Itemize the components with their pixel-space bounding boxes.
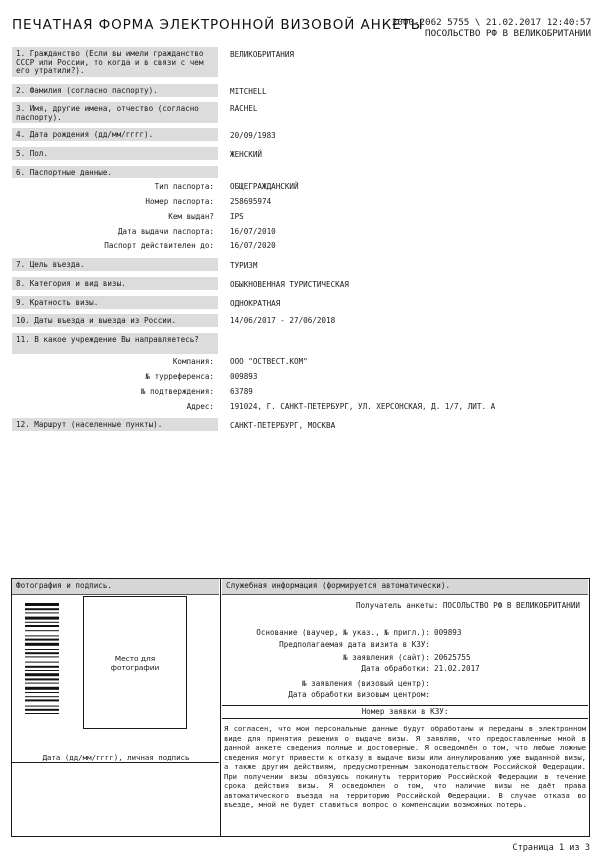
company-label: Компания: bbox=[172, 357, 214, 366]
citizenship-value: ВЕЛИКОБРИТАНИЯ bbox=[230, 50, 295, 59]
processing-label: Дата обработки: bbox=[361, 664, 430, 673]
basis-label: Основание (ваучер, № указ., № пригл.): bbox=[256, 628, 430, 637]
passport-label: 6. Паспортные данные. bbox=[12, 166, 218, 178]
dates-label: 10. Даты въезда и выезда из России. bbox=[12, 314, 218, 327]
basis-value: 009893 bbox=[434, 628, 462, 637]
address-label: Адрес: bbox=[186, 402, 214, 411]
center-date-label: Дата обработки визовым центром: bbox=[288, 690, 430, 699]
expected-date-label: Предполагаемая дата визита в КЗУ: bbox=[279, 640, 430, 649]
service-block-title: Служебная информация (формируется автоматически). bbox=[222, 579, 588, 595]
sex-value: ЖЕНСКИЙ bbox=[230, 150, 263, 159]
citizenship-label: 1. Гражданство (Если вы имели гражданство СССР или России, то когда и в связи с чем его утратили?). bbox=[12, 47, 218, 77]
reference-line: 2000-2062 5755 \ 21.02.2017 12:40:57 bbox=[391, 17, 591, 28]
photo-service-block bbox=[11, 578, 590, 837]
passport-type-label: Тип паспорта: bbox=[154, 182, 214, 191]
dob-label: 4. Дата рождения (дд/мм/гггг). bbox=[12, 128, 218, 141]
category-label: 8. Категория и вид визы. bbox=[12, 277, 218, 290]
purpose-value: ТУРИЗМ bbox=[230, 261, 258, 270]
consulate-line: ПОСОЛЬСТВО РФ В ВЕЛИКОБРИТАНИИ bbox=[425, 28, 591, 39]
purpose-label: 7. Цель въезда. bbox=[12, 258, 218, 271]
confirmation-value: 63789 bbox=[230, 387, 253, 396]
route-value: САНКТ-ПЕТЕРБУРГ, МОСКВА bbox=[230, 421, 336, 430]
app-site-value: 20625755 bbox=[434, 653, 471, 662]
passport-expiry-value: 16/07/2020 bbox=[230, 241, 276, 250]
name-value: RACHEL bbox=[230, 104, 258, 113]
category-value: ОБЫКНОВЕННАЯ ТУРИСТИЧЕСКАЯ bbox=[230, 280, 349, 289]
address-value: 191024, Г. САНКТ-ПЕТЕРБУРГ, УЛ. ХЕРСОНСКАЯ, Д. 1/7, ЛИТ. А bbox=[230, 402, 496, 411]
passport-issuer-label: Кем выдан? bbox=[168, 212, 214, 221]
recipient-label: Получатель анкеты: bbox=[355, 601, 439, 610]
passport-type-value: ОБЩЕГРАЖДАНСКИЙ bbox=[230, 182, 299, 191]
sex-label: 5. Пол. bbox=[12, 147, 218, 160]
header-reference bbox=[392, 17, 591, 39]
name-label: 3. Имя, другие имена, отчество (согласно паспорту). bbox=[12, 102, 218, 123]
signature-divider bbox=[12, 762, 219, 763]
multiplicity-value: ОДНОКРАТНАЯ bbox=[230, 299, 281, 308]
app-site-label: № заявления (сайт): bbox=[343, 653, 430, 662]
app-center-label: № заявления (визовый центр): bbox=[301, 679, 430, 688]
kzu-application-box: Номер заявки в КЗУ: bbox=[222, 705, 588, 719]
passport-expiry-label: Паспорт действителен до: bbox=[104, 241, 214, 250]
surname-label: 2. Фамилия (согласно паспорту). bbox=[12, 84, 218, 97]
page-number: Страница 1 из 3 bbox=[512, 843, 590, 853]
passport-issue-date-label: Дата выдачи паспорта: bbox=[117, 227, 214, 236]
dates-value: 14/06/2017 - 27/06/2018 bbox=[230, 316, 336, 325]
tour-reference-value: 009893 bbox=[230, 372, 258, 381]
passport-issue-date-value: 16/07/2010 bbox=[230, 227, 276, 236]
service-info-column bbox=[222, 579, 588, 836]
dob-value: 20/09/1983 bbox=[230, 131, 276, 140]
form-title: ПЕЧАТНАЯ ФОРМА ЭЛЕКТРОННОЙ ВИЗОВОЙ АНКЕТЫ bbox=[12, 17, 424, 33]
company-value: ООО "ОСТВЕСТ.КОМ" bbox=[230, 357, 308, 366]
recipient-row bbox=[222, 601, 580, 610]
photo-placeholder bbox=[83, 596, 187, 729]
surname-value: MITCHELL bbox=[230, 87, 267, 96]
photo-placeholder-text: Место для фотографии bbox=[110, 653, 160, 672]
photo-block-title: Фотография и подпись. bbox=[12, 579, 219, 595]
photo-signature-column bbox=[12, 579, 221, 836]
confirmation-label: № подтверждения: bbox=[140, 387, 214, 396]
tour-reference-label: № турреференса: bbox=[145, 372, 214, 381]
route-label: 12. Маршрут (населенные пункты). bbox=[12, 418, 218, 431]
passport-number-label: Номер паспорта: bbox=[145, 197, 214, 206]
signature-caption: Дата (дд/мм/гггг), личная подпись bbox=[42, 753, 190, 762]
multiplicity-label: 9. Кратность визы. bbox=[12, 296, 218, 309]
passport-issuer-value: IPS bbox=[230, 212, 244, 221]
institution-label: 11. В какое учреждение Вы направляетесь? bbox=[12, 333, 218, 354]
recipient-value: ПОСОЛЬСТВО РФ В ВЕЛИКОБРИТАНИИ bbox=[442, 601, 580, 610]
processing-value: 21.02.2017 bbox=[434, 664, 480, 673]
passport-number-value: 258695974 bbox=[230, 197, 272, 206]
barcode bbox=[25, 603, 59, 750]
consent-text: Я согласен, что мои персональные данные будут обработаны и переданы в электронном виде для принятия решения о выдаче визы. Я заявляю, что предоставленные мной в данной анкете сведения полные и достоверные. Я осведомлён о том, что любые ложные сведения могут привести к отказу в выдаче визы или аннулированию уже выданной визы, а также другим действиям, предусмотренным законодательством Российской Федерации. При получении визы обязуюсь покинуть территорию Российской Федерации в течение срока действия визы. Я осведомлен о том, что наличие визы не даёт права автоматического въезда на территорию Российской Федерации. В случае отказа во въезде, мной не будет ставиться вопрос о компенсации возможных потерь. bbox=[224, 724, 586, 810]
